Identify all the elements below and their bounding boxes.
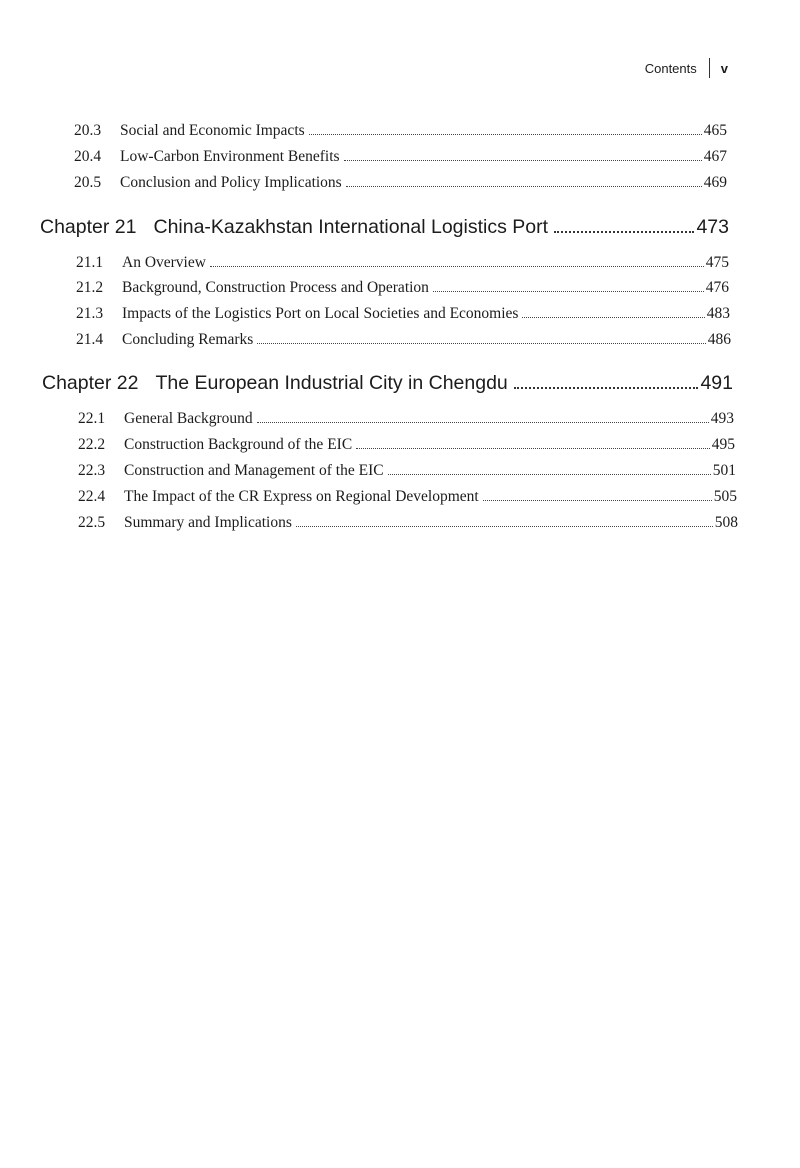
toc-entry-21-2[interactable] (76, 279, 729, 297)
toc-entry-22-2[interactable] (78, 436, 735, 454)
chapter-21-heading[interactable] (40, 216, 729, 239)
toc-entry-20-5[interactable] (74, 174, 727, 192)
section-number: 21.2 (76, 279, 104, 296)
toc-entry-22-3[interactable] (78, 462, 736, 480)
page-number: 475 (705, 254, 729, 271)
section-title: Construction and Management of the EIC (124, 462, 384, 479)
dot-leader (554, 231, 694, 233)
page-number: 505 (713, 488, 737, 505)
page-number: 501 (712, 462, 736, 479)
page-number: 495 (711, 436, 735, 453)
page-number: 465 (703, 122, 727, 139)
page-number: 508 (714, 514, 738, 531)
page-number: 476 (705, 279, 729, 296)
section-number: 20.4 (74, 148, 102, 165)
toc-entry-20-3[interactable] (74, 122, 727, 140)
dot-leader (433, 291, 704, 292)
dot-leader (210, 266, 704, 267)
dot-leader (296, 526, 713, 527)
running-head (645, 58, 728, 78)
chapter-22-heading[interactable] (42, 372, 733, 395)
dot-leader (514, 387, 699, 389)
dot-leader (483, 500, 712, 501)
section-number: 22.4 (78, 488, 106, 505)
dot-leader (346, 186, 702, 187)
section-number: 21.4 (76, 331, 104, 348)
section-title: Summary and Implications (124, 514, 292, 531)
page-number: 469 (703, 174, 727, 191)
chapter-page-number: 491 (700, 372, 733, 394)
section-title: Construction Background of the EIC (124, 436, 353, 453)
section-number: 20.5 (74, 174, 102, 191)
page-number: 493 (710, 410, 734, 427)
section-title: An Overview (122, 254, 206, 271)
chapter-page-number: 473 (696, 216, 729, 238)
section-title: Conclusion and Policy Implications (120, 174, 342, 191)
section-title: General Background (124, 410, 253, 427)
section-title: Impacts of the Logistics Port on Local Societies and Economies (122, 305, 519, 322)
chapter-title: The European Industrial City in Chengdu (155, 372, 508, 394)
section-number: 21.3 (76, 305, 104, 322)
page-number: 467 (703, 148, 727, 165)
chapter-title: China-Kazakhstan International Logistics Port (153, 216, 549, 238)
section-title: Concluding Remarks (122, 331, 254, 348)
section-title: Social and Economic Impacts (120, 122, 305, 139)
dot-leader (522, 317, 704, 318)
page-number: 486 (707, 331, 731, 348)
section-number: 20.3 (74, 122, 102, 139)
running-head-page-number: v (720, 60, 728, 76)
toc-entry-20-4[interactable] (74, 148, 727, 166)
dot-leader (257, 422, 709, 423)
dot-leader (344, 160, 702, 161)
running-head-section: Contents (644, 60, 697, 76)
section-number: 22.5 (78, 514, 106, 531)
section-number: 22.1 (78, 410, 106, 427)
toc-entry-22-4[interactable] (78, 488, 737, 506)
section-title: The Impact of the CR Express on Regional Development (124, 488, 479, 505)
toc-entry-21-4[interactable] (76, 331, 731, 349)
dot-leader (356, 448, 710, 449)
section-title: Background, Construction Process and Operation (122, 279, 429, 296)
toc-entry-22-1[interactable] (78, 410, 734, 428)
section-number: 22.2 (78, 436, 106, 453)
chapter-label: Chapter 22 (42, 372, 139, 394)
page-number: 483 (706, 305, 730, 322)
toc-entry-22-5[interactable] (78, 514, 738, 532)
dot-leader (309, 134, 702, 135)
chapter-label: Chapter 21 (40, 216, 137, 238)
dot-leader (257, 343, 705, 344)
toc-entry-21-3[interactable] (76, 305, 730, 323)
dot-leader (388, 474, 711, 475)
section-number: 21.1 (76, 254, 104, 271)
running-head-divider (709, 58, 710, 78)
section-title: Low-Carbon Environment Benefits (120, 148, 340, 165)
toc-entry-21-1[interactable] (76, 254, 729, 272)
section-number: 22.3 (78, 462, 106, 479)
